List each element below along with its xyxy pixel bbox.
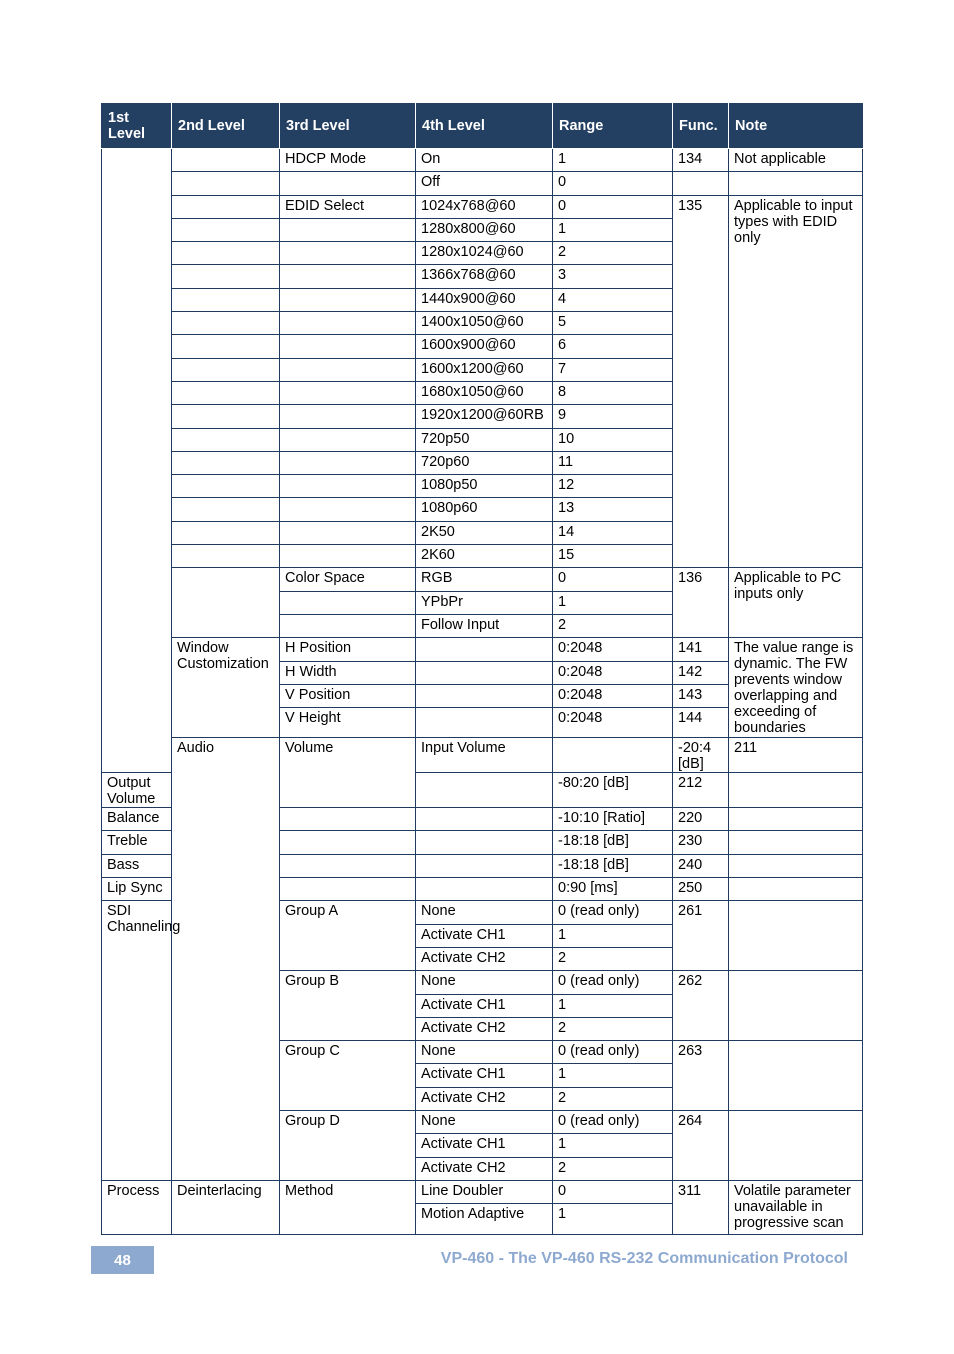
cell-4th: 1024x768@60: [416, 195, 553, 218]
cell-range: 2: [553, 1017, 673, 1040]
cell-func: 143: [673, 684, 729, 707]
cell-range: -20:4 [dB]: [673, 738, 729, 773]
cell-3rd: HDCP Mode: [280, 149, 416, 172]
cell-4th: 2K60: [416, 545, 553, 568]
cell-func: 211: [729, 738, 863, 773]
cell-range: 0:2048: [553, 661, 673, 684]
cell-4th: Activate CH2: [416, 1087, 553, 1110]
cell-4th: 2K50: [416, 521, 553, 544]
cell-func: 135: [673, 195, 729, 568]
header-range: Range: [553, 104, 673, 149]
cell-4th: YPbPr: [416, 591, 553, 614]
header-3rd-level: 3rd Level: [280, 104, 416, 149]
cell-3rd: V Height: [280, 708, 416, 738]
cell-4th: 720p50: [416, 428, 553, 451]
cell-range: 0 (read only): [553, 971, 673, 994]
cell-4th: Motion Adaptive: [416, 1204, 553, 1235]
cell-note: The value range is dynamic. The FW prevents window overlapping and exceeding of boundaries: [729, 638, 863, 738]
cell-func: 311: [673, 1180, 729, 1234]
cell-4th: Off: [416, 172, 553, 195]
cell-3rd: Group C: [280, 1041, 416, 1111]
cell-3rd: Color Space: [280, 568, 416, 591]
cell-range: 7: [553, 358, 673, 381]
cell-4th: RGB: [416, 568, 553, 591]
cell-4th: 1920x1200@60RB: [416, 405, 553, 428]
cell-4th: 1080p50: [416, 475, 553, 498]
cell-range: 8: [553, 381, 673, 404]
cell-1st: Audio: [172, 738, 280, 1181]
cell-4th: On: [416, 149, 553, 172]
cell-2nd: Window Customization: [172, 638, 280, 738]
cell-3rd: H Width: [280, 661, 416, 684]
cell-4th: Follow Input: [416, 614, 553, 637]
cell-1st: Process: [102, 1180, 172, 1234]
cell-4th: Activate CH2: [416, 947, 553, 970]
cell-2nd: SDI Channeling: [102, 901, 172, 1181]
cell-func: 136: [673, 568, 729, 638]
cell-4th: 1280x1024@60: [416, 242, 553, 265]
cell-range: 15: [553, 545, 673, 568]
cell-range: 1: [553, 1064, 673, 1087]
footer-title: VP-460 - The VP-460 RS-232 Communication Protocol: [440, 1250, 848, 1267]
cell-func: 220: [673, 808, 729, 831]
cell-4th: Line Doubler: [416, 1180, 553, 1203]
table-header-row: [102, 104, 863, 149]
cell-func: 142: [673, 661, 729, 684]
cell-func: 250: [673, 878, 729, 901]
cell-4th: Activate CH1: [416, 1064, 553, 1087]
cell-range: 2: [553, 1087, 673, 1110]
cell-note: Volatile parameter unavailable in progressive scan: [729, 1180, 863, 1234]
cell-4th: None: [416, 1110, 553, 1133]
cell-2nd: Treble: [102, 831, 172, 854]
cell-func: 240: [673, 854, 729, 877]
table-row: [102, 172, 863, 195]
cell-3rd: Output Volume: [102, 773, 172, 808]
cell-3rd: Group B: [280, 971, 416, 1041]
cell-4th: Activate CH1: [416, 994, 553, 1017]
cell-range: 1: [553, 924, 673, 947]
header-func: Func.: [673, 104, 729, 149]
cell-2nd: Balance: [102, 808, 172, 831]
cell-4th: 1440x900@60: [416, 288, 553, 311]
cell-range: 13: [553, 498, 673, 521]
table-row: [102, 568, 863, 591]
cell-3rd: EDID Select: [280, 195, 416, 218]
cell-func: 263: [673, 1041, 729, 1111]
cell-range: 3: [553, 265, 673, 288]
cell-range: 2: [553, 614, 673, 637]
cell-func: 212: [673, 773, 729, 808]
cell-4th: 720p60: [416, 451, 553, 474]
cell-range: 1: [553, 218, 673, 241]
table-row: [102, 738, 863, 773]
cell-range: 0 (read only): [553, 1041, 673, 1064]
cell-range: 2: [553, 1157, 673, 1180]
cell-range: 12: [553, 475, 673, 498]
cell-4th: Activate CH1: [416, 924, 553, 947]
table-row: [102, 149, 863, 172]
cell-range: 0 (read only): [553, 901, 673, 924]
cell-func: 230: [673, 831, 729, 854]
cell-range: 0: [553, 195, 673, 218]
cell-range: 14: [553, 521, 673, 544]
cell-note: Applicable to input types with EDID only: [729, 195, 863, 568]
cell-4th: None: [416, 971, 553, 994]
cell-note: Not applicable: [729, 149, 863, 172]
cell-func: 141: [673, 638, 729, 661]
header-2nd-level: 2nd Level: [172, 104, 280, 149]
cell-func: 262: [673, 971, 729, 1041]
cell-range: 9: [553, 405, 673, 428]
cell-3rd: V Position: [280, 684, 416, 707]
protocol-table: [101, 103, 863, 1235]
cell-4th: None: [416, 1041, 553, 1064]
cell-4th: None: [416, 901, 553, 924]
cell-2nd: Volume: [280, 738, 416, 808]
cell-2nd: Bass: [102, 854, 172, 877]
cell-func: 264: [673, 1110, 729, 1180]
cell-func: 261: [673, 901, 729, 971]
cell-range: 1: [553, 591, 673, 614]
cell-3rd: Method: [280, 1180, 416, 1234]
page-number: 48: [91, 1246, 154, 1274]
cell-range: 5: [553, 312, 673, 335]
header-note: Note: [729, 104, 863, 149]
cell-range: 4: [553, 288, 673, 311]
cell-range: 1: [553, 149, 673, 172]
cell-range: 0:90 [ms]: [553, 878, 673, 901]
cell-range: 0: [553, 1180, 673, 1203]
cell-range: -18:18 [dB]: [553, 854, 673, 877]
cell-range: 1: [553, 1134, 673, 1157]
cell-func: 144: [673, 708, 729, 738]
cell-2nd: Lip Sync: [102, 878, 172, 901]
cell-range: 0 (read only): [553, 1110, 673, 1133]
cell-range: 0:2048: [553, 638, 673, 661]
cell-range: -10:10 [Ratio]: [553, 808, 673, 831]
cell-range: 1: [553, 994, 673, 1017]
cell-4th: 1280x800@60: [416, 218, 553, 241]
cell-4th: 1600x900@60: [416, 335, 553, 358]
cell-range: 0: [553, 172, 673, 195]
cell-range: 10: [553, 428, 673, 451]
cell-3rd: H Position: [280, 638, 416, 661]
cell-3rd: Group A: [280, 901, 416, 971]
table-row: [102, 195, 863, 218]
cell-2nd: Deinterlacing: [172, 1180, 280, 1234]
cell-range: 0: [553, 568, 673, 591]
cell-4th: Activate CH1: [416, 1134, 553, 1157]
cell-range: 6: [553, 335, 673, 358]
cell-4th: 1080p60: [416, 498, 553, 521]
level1-blank-cell: [102, 149, 172, 773]
cell-range: 2: [553, 242, 673, 265]
header-4th-level: 4th Level: [416, 104, 553, 149]
cell-4th: 1366x768@60: [416, 265, 553, 288]
cell-range: 0:2048: [553, 684, 673, 707]
table-row: [102, 1180, 863, 1203]
cell-range: 2: [553, 947, 673, 970]
cell-4th: 1600x1200@60: [416, 358, 553, 381]
cell-4th: Activate CH2: [416, 1157, 553, 1180]
cell-note: Applicable to PC inputs only: [729, 568, 863, 638]
cell-range: -80:20 [dB]: [553, 773, 673, 808]
table-row: [102, 638, 863, 661]
cell-func: 134: [673, 149, 729, 172]
cell-4th: 1680x1050@60: [416, 381, 553, 404]
cell-3rd: Group D: [280, 1110, 416, 1180]
cell-4th: 1400x1050@60: [416, 312, 553, 335]
cell-3rd: Input Volume: [416, 738, 553, 773]
cell-range: 11: [553, 451, 673, 474]
cell-range: -18:18 [dB]: [553, 831, 673, 854]
header-1st-level: 1st Level: [102, 104, 172, 149]
cell-range: 0:2048: [553, 708, 673, 738]
cell-range: 1: [553, 1204, 673, 1235]
cell-4th: Activate CH2: [416, 1017, 553, 1040]
